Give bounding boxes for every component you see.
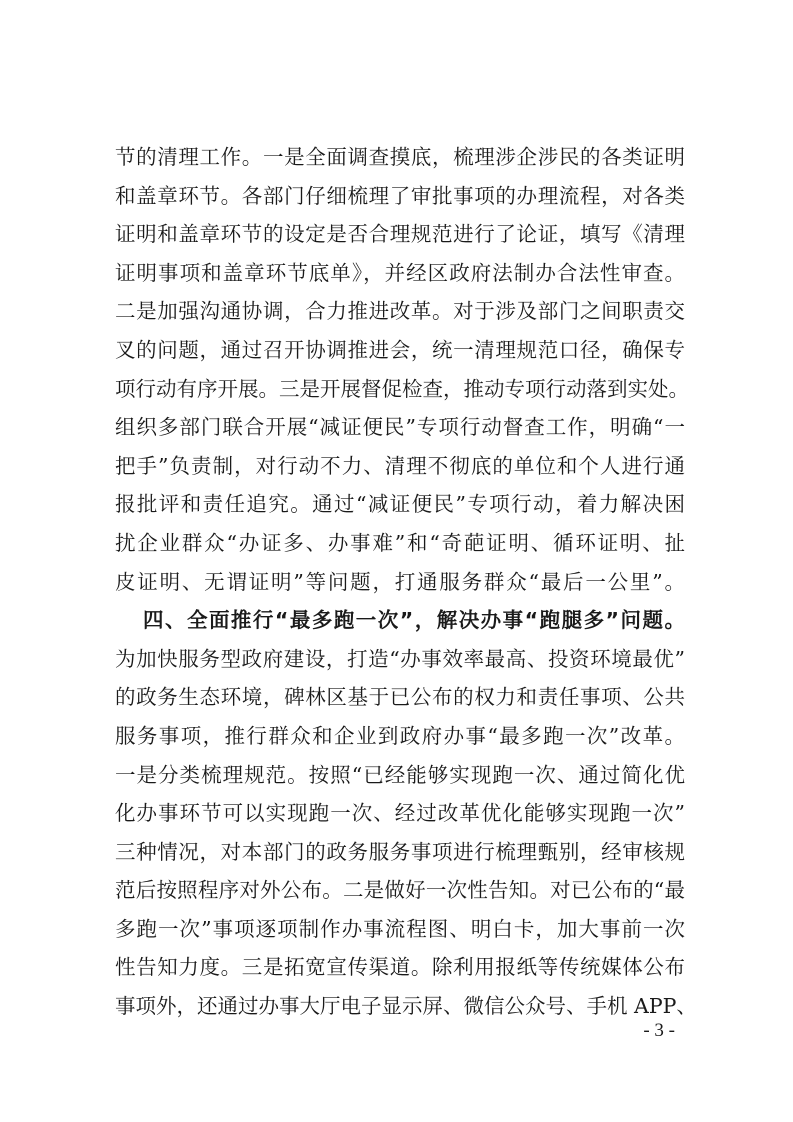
text-line: 叉的问题，通过召开协调推进会，统一清理规范口径，确保专 [115, 337, 685, 362]
text-line: 节的清理工作。一是全面调查摸底，梳理涉企涉民的各类证明 [115, 145, 685, 169]
text-line: 的政务生态环境，碑林区基于已公布的权力和责任事项、公共 [115, 685, 685, 710]
page-number: - 3 - [643, 1020, 675, 1041]
text-line: 证明和盖章环节的设定是否合理规范进行了论证，填写《清理 [115, 222, 685, 247]
text-line: 项行动有序开展。三是开展督促检查，推动专项行动落到实处。 [115, 376, 689, 401]
text-line: 性告知力度。三是拓宽宣传渠道。除利用报纸等传统媒体公布 [115, 955, 685, 980]
section-heading: 四、全面推行“最多跑一次”，解决办事“跑腿多”问题。 [143, 608, 685, 633]
text-line: 皮证明、无谓证明”等问题，打通服务群众“最后一公里”。 [115, 569, 685, 594]
text-line: 证明事项和盖章环节底单》，并经区政府法制办合法性审查。 [115, 260, 685, 285]
text-line: 一是分类梳理规范。按照“已经能够实现跑一次、通过简化优 [115, 762, 685, 787]
text-line: 组织多部门联合开展“减证便民”专项行动督查工作，明确“一 [115, 415, 685, 440]
text-line: 三种情况，对本部门的政务服务事项进行梳理甄别，经审核规 [115, 839, 685, 864]
text-line: 和盖章环节。各部门仔细梳理了审批事项的办理流程，对各类 [115, 183, 685, 208]
text-line: 化办事环节可以实现跑一次、经过改革优化能够实现跑一次” [115, 801, 685, 826]
text-line: 报批评和责任追究。通过“减证便民”专项行动，着力解决困 [115, 492, 685, 517]
text-line: 扰企业群众“办证多、办事难”和“奇葩证明、循环证明、扯 [115, 530, 685, 555]
text-line: 多跑一次”事项逐项制作办事流程图、明白卡，加大事前一次 [115, 916, 685, 941]
text-line: 服务事项，推行群众和企业到政府办事“最多跑一次”改革。 [115, 723, 685, 748]
text-line: 范后按照程序对外公布。二是做好一次性告知。对已公布的“最 [115, 878, 685, 903]
text-line: 把手”负责制，对行动不力、清理不彻底的单位和个人进行通 [115, 453, 685, 478]
text-line: 为加快服务型政府建设，打造“办事效率最高、投资环境最优” [115, 646, 685, 671]
text-line: 二是加强沟通协调，合力推进改革。对于涉及部门之间职责交 [115, 299, 685, 324]
body-text [115, 138, 697, 1026]
text-line: 事项外，还通过办事大厅电子显示屏、微信公众号、手机 APP、 [115, 994, 697, 1019]
